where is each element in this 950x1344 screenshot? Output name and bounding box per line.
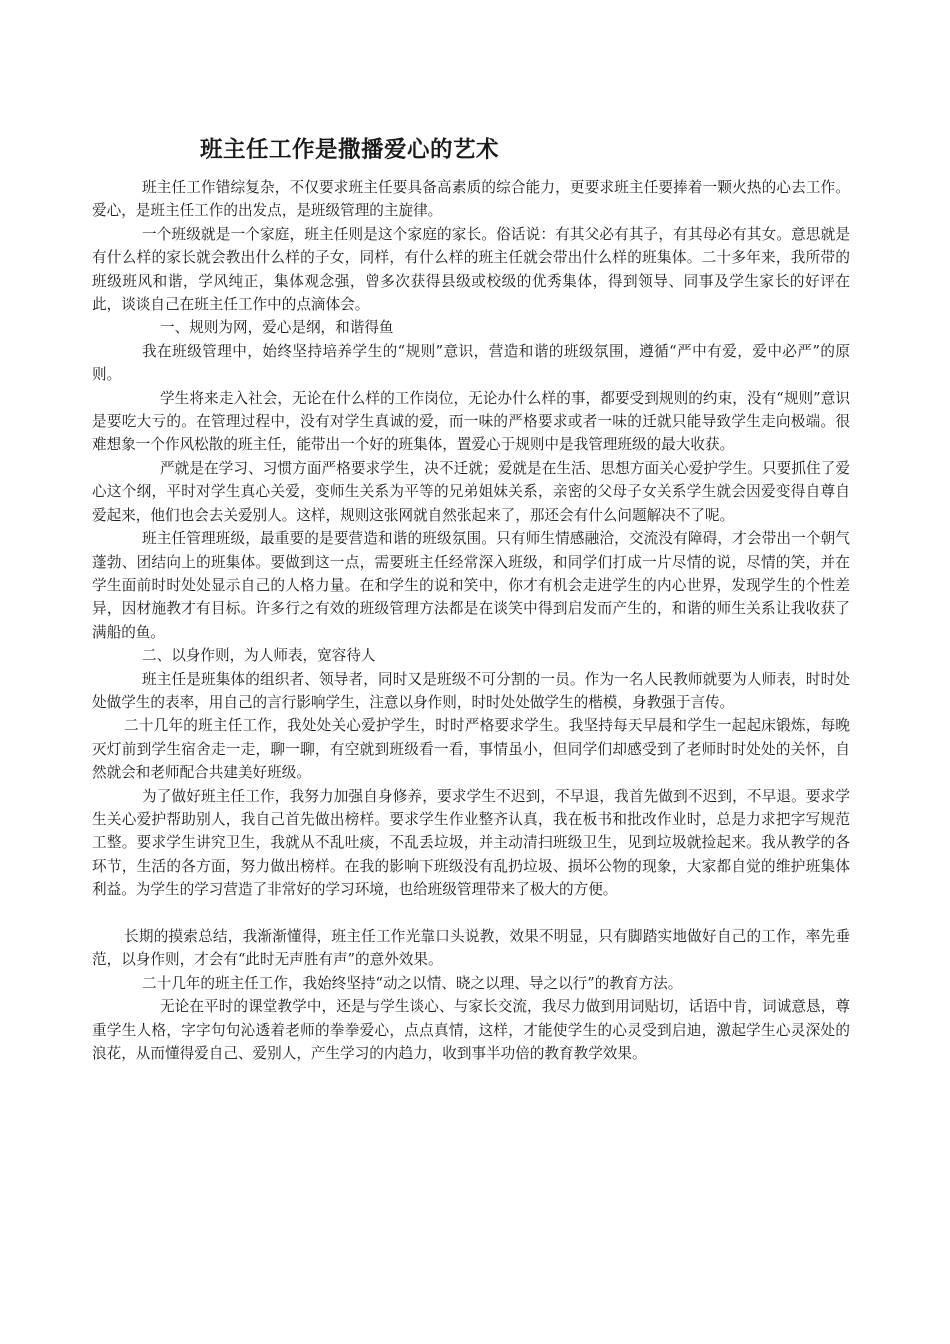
- paragraph-rules-society: 学生将来走入社会，无论在什么样的工作岗位，无论办什么样的事，都要受到规则的约束，没有“规则”意识是要吃大亏的。在管理过程中，没有对学生真诚的爱，而一味的严格要求或者一味的迁就只能导致学生走向极端。很难想象一个作风松散的班主任，能带出一个好的班集体，置爱心于规则中是我管理班级的最大收获。: [92, 389, 850, 454]
- paragraph-self-cultivation: 为了做好班主任工作，我努力加强自身修养，要求学生不迟到，不早退，我首先做到不迟到，不早退。要求学生关心爱护帮助别人，我自己首先做出榜样。要求学生作业整齐认真，我在板书和批改作业时，总是力求把字写规范工整。要求学生讲究卫生，我就从不乱吐痰，不乱丢垃圾，并主动清扫班级卫生，见到垃圾就捡起来。我从教学的各环节，生活的各方面，努力做出榜样。在我的影响下班级没有乱扔垃圾、损坏公物的现象，大家都自觉的维护班集体利益。为学生的学习营造了非常好的学习环境，也给班级管理带来了极大的方便。: [92, 787, 850, 899]
- paragraph-lead-by-example: 长期的摸索总结，我渐渐懂得，班主任工作光靠口头说教，效果不明显，只有脚踏实地做好自己的工作，率先垂范，以身作则，才会有“此时无声胜有声”的意外效果。: [92, 927, 850, 969]
- paragraph-role-model: 班主任是班集体的组织者、领导者，同时又是班级不可分割的一员。作为一名人民教师就要为人师表，时时处处做学生的表率，用自己的言行影响学生，注意以身作则，时时处处做学生的楷模，身教强于言传。: [92, 670, 850, 711]
- paragraph-strict-love: 严就是在学习、习惯方面严格要求学生，决不迁就；爱就是在生活、思想方面关心爱护学生。只要抓住了爱心这个纲，平时对学生真心关爱，变师生关系为平等的兄弟姐妹关系，亲密的父母子女关系学生就会因爱变得自尊自爱起来，他们也会去关爱别人。这样，规则这张网就自然张起来了，那还会有什么问题解决不了呢。: [92, 459, 850, 524]
- paragraph-family: 一个班级就是一个家庭，班主任则是这个家庭的家长。俗话说：有其父必有其子，有其母必有其女。意思就是有什么样的家长就会教出什么样的子女，同样，有什么样的班主任就会带出什么样的班集体。二十多年来，我所带的班级班风和谐，学风纯正，集体观念强，曾多次获得县级或校级的优秀集体，得到领导、同事及学生家长的好评在此，谈谈自己在班主任工作中的点滴体会。: [92, 225, 850, 314]
- paragraph-rules-consciousness: 我在班级管理中，始终坚持培养学生的“规则”意识，营造和谐的班级氛围，遵循“严中有爱，爱中必严”的原则。: [92, 342, 850, 384]
- paragraph-communication: 无论在平时的课堂教学中，还是与学生谈心、与家长交流，我尽力做到用词贴切，话语中肯，词诚意恳，尊重学生人格，字字句句沁透着老师的拳拳爱心，点点真情，这样，才能使学生的心灵受到启迪，激起学生心灵深处的浪花，从而懂得爱自己、爱别人，产生学习的内趋力，收到事半功倍的教育教学效果。: [92, 998, 850, 1063]
- paragraph-intro: 班主任工作错综复杂，不仅要求班主任要具备高素质的综合能力，更要求班主任要捧着一颗火热的心去工作。爱心，是班主任工作的出发点，是班级管理的主旋律。: [92, 179, 850, 220]
- section-heading-2: 二、以身作则，为人师表，宽容待人: [142, 647, 376, 665]
- document-title: 班主任工作是撒播爱心的艺术: [200, 137, 500, 163]
- paragraph-care: 二十几年的班主任工作，我处处关心爱护学生，时时严格要求学生。我坚持每天早晨和学生一起起床锻炼，每晚灭灯前到学生宿舍走一走，聊一聊，有空就到班级看一看，事情虽小，但同学们却感受到了老师时时处处的关怀，自然就会和老师配合共建美好班级。: [92, 717, 850, 782]
- document-body: [92, 176, 850, 1065]
- section-heading-1: 一、规则为网，爱心是纲，和谐得鱼: [160, 319, 394, 337]
- blank-line: [92, 902, 850, 925]
- paragraph-harmony: 班主任管理班级，最重要的是要营造和谐的班级氛围。只有师生情感融洽，交流没有障碍，才会带出一个朝气蓬勃、团结向上的班集体。要做到这一点，需要班主任经常深入班级，和同学们打成一片尽情的说，尽情的笑，并在学生面前时时处处显示自己的人格力量。在和学生的说和笑中，你才有机会走进学生的内心世界，发现学生的个性差异，因材施教才有目标。许多行之有效的班级管理方法都是在谈笑中得到启发而产生的，和谐的师生关系让我收获了满船的鱼。: [92, 530, 850, 641]
- paragraph-teaching-method: 二十几年的班主任工作，我始终坚持“动之以情、晓之以理、导之以行”的教育方法。: [142, 974, 683, 992]
